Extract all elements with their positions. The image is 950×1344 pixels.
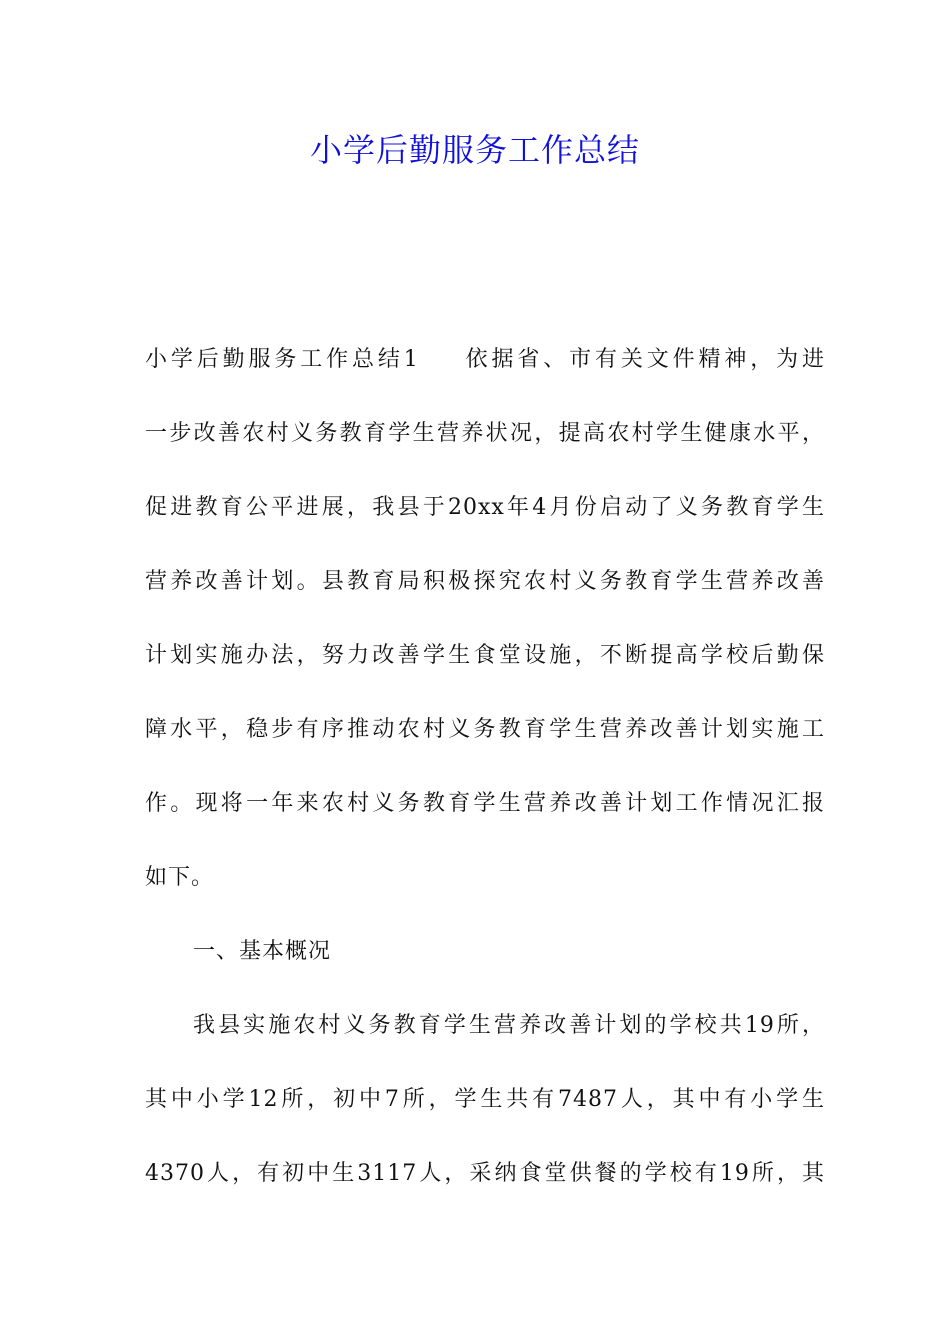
section-heading: 一、基本概况 xyxy=(193,939,332,964)
paragraph-line: 我县实施农村义务教育学生营养改善计划的学校共19所， xyxy=(193,1013,825,1038)
paragraph-line: 作。现将一年来农村义务教育学生营养改善计划工作情况汇报 xyxy=(145,791,825,816)
document-title: 小学后勤服务工作总结 xyxy=(309,131,640,169)
paragraph-line: 促进教育公平进展，我县于20xx年4月份启动了义务教育学生 xyxy=(145,495,825,520)
paragraph-line: 营养改善计划。县教育局积极探究农村义务教育学生营养改善 xyxy=(145,569,825,594)
paragraph-line: 其中小学12所，初中7所，学生共有7487人，其中有小学生 xyxy=(145,1087,825,1112)
paragraph-line xyxy=(145,344,825,376)
paragraph-line: 4370人，有初中生3117人，采纳食堂供餐的学校有19所，其 xyxy=(145,1161,825,1186)
paragraph-line: 如下。 xyxy=(145,865,215,890)
section-heading: 小学后勤服务工作总结1 xyxy=(145,347,419,372)
paragraph-line: 计划实施办法，努力改善学生食堂设施，不断提高学校后勤保 xyxy=(145,643,825,668)
paragraph-line: 一步改善农村义务教育学生营养状况，提高农村学生健康水平， xyxy=(145,421,825,446)
paragraph-line: 障水平，稳步有序推动农村义务教育学生营养改善计划实施工 xyxy=(145,717,825,742)
paragraph-text: 依据省、市有关文件精神，为进 xyxy=(462,347,825,372)
